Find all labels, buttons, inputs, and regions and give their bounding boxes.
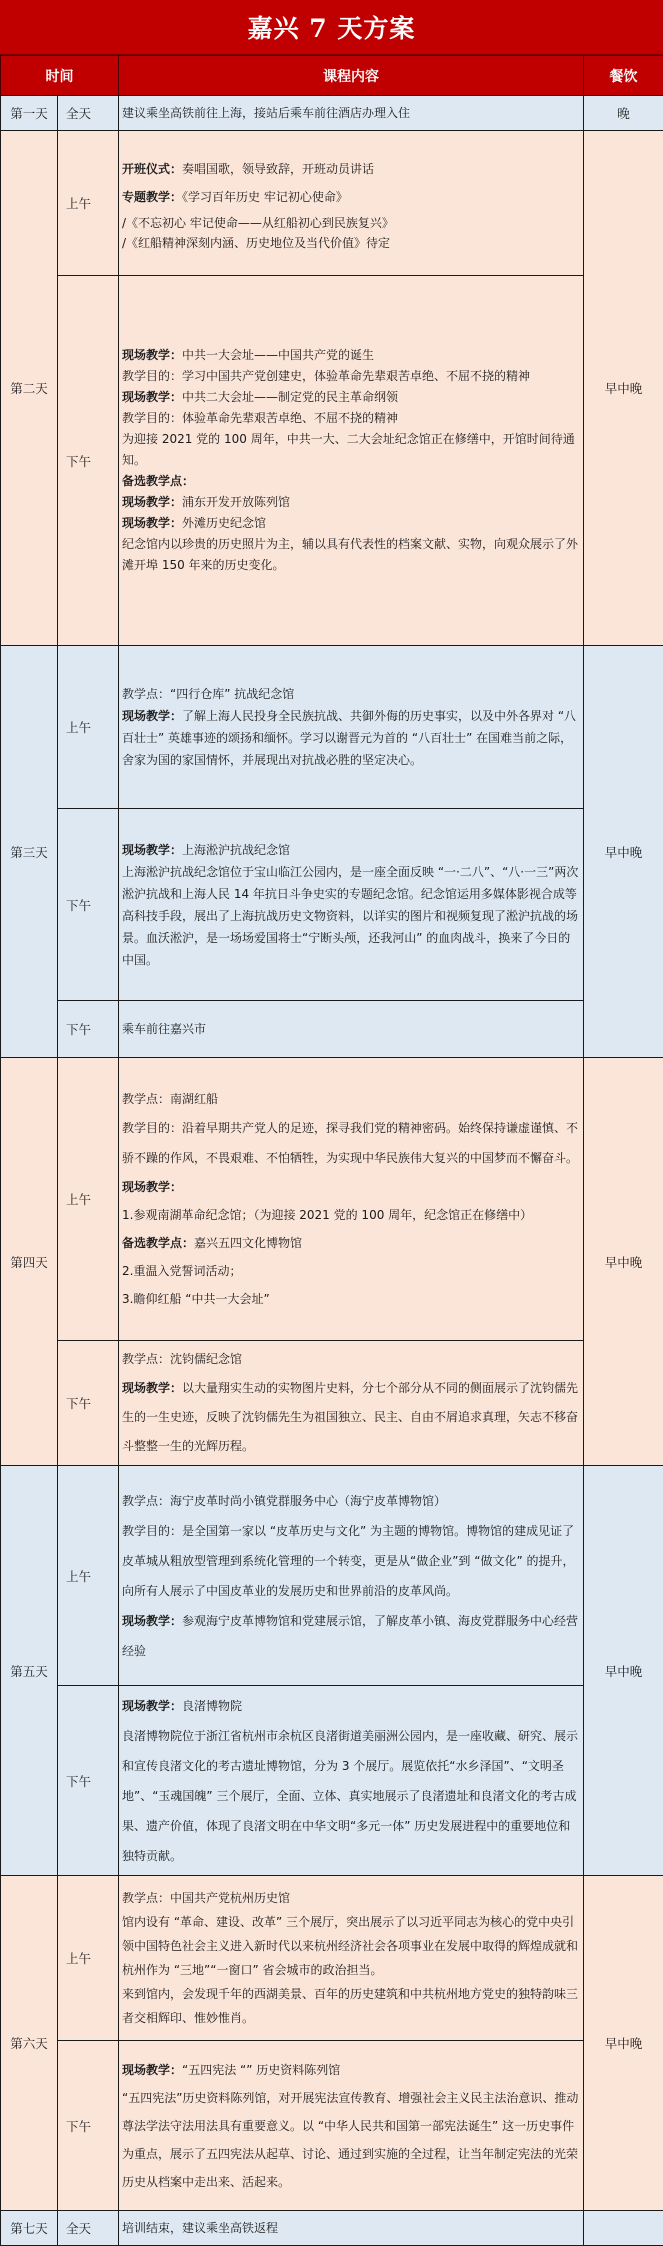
session-content: [119, 1466, 584, 1686]
content-text: 上海淞沪抗战纪念馆: [182, 843, 290, 857]
time-label: 下午: [58, 276, 119, 646]
itinerary-table: [0, 55, 663, 2246]
session-content: [119, 276, 584, 646]
content-label: 备选教学点：: [122, 1236, 194, 1250]
day-label: 第一天: [1, 96, 58, 131]
header-time: 时间: [1, 56, 119, 96]
content-line: [122, 387, 580, 408]
content-line: [122, 839, 580, 861]
content-label: 现场教学：: [122, 495, 182, 509]
meal-label: 早中晚: [584, 1876, 663, 2211]
content-line: [122, 157, 580, 181]
content-line: 为迎接 2021 党的 100 周年，中共一大、二大会址纪念馆正在修缮中，开馆时间待通知。: [122, 429, 580, 471]
content-text: 参观海宁皮革博物馆和党建展示馆，了解皮革小镇、海皮党群服务中心经营经验: [122, 1614, 578, 1658]
content-label: 现场教学：: [122, 1381, 182, 1395]
content-line: [122, 1606, 580, 1666]
content-line: 来到馆内，会发现千年的西湖美景、百年的历史建筑和中共杭州地方党史的独特韵味三者交相辉印、惟妙惟肖。: [122, 1982, 580, 2030]
content-label: 专题教学：: [122, 190, 182, 204]
time-label: 全天: [58, 2211, 119, 2246]
session-content: [119, 2041, 584, 2211]
content-line: [122, 1691, 580, 1721]
table-row-day3-pm2: [1, 1001, 663, 1058]
session-content: [119, 1876, 584, 2041]
content-line: /《红船精神深刻内涵、历史地位及当代价值》待定: [122, 233, 580, 253]
content-text: 中共一大会址——中国共产党的诞生: [182, 348, 374, 362]
content-line: [122, 345, 580, 366]
meal-label: 晚: [584, 96, 663, 131]
session-content: [119, 809, 584, 1001]
table-row-day6-pm: [1, 2041, 663, 2211]
content-line: 教学目的：沿着早期共产党人的足迹，探寻我们党的精神密码。始终保持谦虚谨慎、不骄不躁的作风，不畏艰难、不怕牺牲，为实现中华民族伟大复兴的中国梦而不懈奋斗。: [122, 1113, 580, 1173]
content-line: 1.参观南湖革命纪念馆；（为迎接 2021 党的 100 周年，纪念馆正在修缮中）: [122, 1201, 580, 1229]
content-line: [122, 705, 580, 771]
table-row-day2-pm: [1, 276, 663, 646]
table-row-day3-am: [1, 646, 663, 809]
content-label: 现场教学：: [122, 843, 182, 857]
content-label: 现场教学：: [122, 1699, 182, 1713]
content-text: 嘉兴五四文化博物馆: [194, 1236, 302, 1250]
session-content: [119, 1058, 584, 1341]
day-label: 第四天: [1, 1058, 58, 1466]
time-label: 上午: [58, 1876, 119, 2041]
time-label: 上午: [58, 646, 119, 809]
time-label: 下午: [58, 1341, 119, 1466]
content-line: 3.瞻仰红船 “中共一大会址”: [122, 1285, 580, 1313]
table-row-day5-am: [1, 1466, 663, 1686]
content-line: 馆内设有 “革命、建设、改革” 三个展厅，突出展示了以习近平同志为核心的党中央引领中国特色社会主义进入新时代以来杭州经济社会各项事业在发展中取得的辉煌成就和杭州作为 “三地”“一窗口” 省会城市的政治担当。: [122, 1910, 580, 1982]
content-text: 中共二大会址——制定党的民主革命纲领: [182, 390, 398, 404]
content-label: 现场教学：: [122, 1614, 182, 1628]
content-line: 纪念馆内以珍贵的历史照片为主，辅以具有代表性的档案文献、实物，向观众展示了外滩开埠 150 年来的历史变化。: [122, 534, 580, 576]
time-label: 下午: [58, 2041, 119, 2211]
content-text: 《学习百年历史 牢记初心使命》: [182, 190, 348, 204]
time-label: 全天: [58, 96, 119, 131]
session-content: [119, 96, 584, 131]
meal-label: 早中晚: [584, 1058, 663, 1466]
content-line: “五四宪法”历史资料陈列馆，对开展宪法宣传教育、增强社会主义民主法治意识、推动尊法学法守法用法具有重要意义。以 “中华人民共和国第一部宪法诞生” 这一历史事件为重点，展示了五四宪法从起草、讨论、通过到实施的全过程，让当年制定宪法的光荣历史从档案中走出来、活起来。: [122, 2084, 580, 2196]
day-label: 第三天: [1, 646, 58, 1058]
header-content: 课程内容: [119, 56, 584, 96]
content-label: 现场教学：: [122, 1173, 580, 1201]
content-line: 教学目的：学习中国共产党创建史，体验革命先辈艰苦卓绝、不屈不挠的精神: [122, 366, 580, 387]
meal-label: 早中晚: [584, 131, 663, 646]
content-text: 浦东开发开放陈列馆: [182, 495, 290, 509]
content-label: 现场教学：: [122, 348, 182, 362]
time-label: 上午: [58, 1466, 119, 1686]
day-label: 第二天: [1, 131, 58, 646]
meal-label: [584, 2211, 663, 2246]
content-label: 开班仪式：: [122, 162, 182, 176]
content-line: 乘车前往嘉兴市: [122, 1019, 580, 1039]
day-label: 第七天: [1, 2211, 58, 2246]
table-row-day4-am: [1, 1058, 663, 1341]
table-row-day5-pm: [1, 1686, 663, 1876]
content-text: 奏唱国歌，领导致辞，开班动员讲话: [182, 162, 374, 176]
table-row-day1: [1, 96, 663, 131]
day-label: 第五天: [1, 1466, 58, 1876]
table-row-day3-pm: [1, 809, 663, 1001]
time-label: 上午: [58, 1058, 119, 1341]
content-label: 现场教学：: [122, 2063, 182, 2077]
content-line: 教学点：“四行仓库” 抗战纪念馆: [122, 683, 580, 705]
content-line: [122, 1229, 580, 1257]
content-line: [122, 513, 580, 534]
time-label: 下午: [58, 1001, 119, 1058]
content-line: 教学点：沈钧儒纪念馆: [122, 1345, 580, 1374]
content-line: 建议乘坐高铁前往上海，接站后乘车前往酒店办理入住: [122, 103, 580, 123]
content-line: 良渚博物院位于浙江省杭州市余杭区良渚街道美丽洲公园内，是一座收藏、研究、展示和宣传良渚文化的考古遗址博物馆，分为 3 个展厅。展览依托“水乡泽国”、“文明圣地”、“玉魂国魄” 三个展厅，全面、立体、真实地展示了良渚遗址和良渚文化的考古成果、遗产价值，体现了良渚文明在中华文明“多元一体” 历史发展进程中的重要地位和独特贡献。: [122, 1721, 580, 1871]
session-content: [119, 1341, 584, 1466]
content-line: 教学目的：体验革命先辈艰苦卓绝、不屈不挠的精神: [122, 408, 580, 429]
day-label: 第六天: [1, 1876, 58, 2211]
content-line: 上海淞沪抗战纪念馆位于宝山临江公园内，是一座全面反映 “一·二八”、“八·一三”两次淞沪抗战和上海人民 14 年抗日斗争史实的专题纪念馆。纪念馆运用多媒体影视合成等高科技手段，展出了上海抗战历史文物资料，以详实的图片和视频复现了淞沪抗战的场景。血沃淞沪，是一场场爱国将士“宁断头颅，还我河山” 的血肉战斗，换来了今日的中国。: [122, 861, 580, 971]
content-text: 外滩历史纪念馆: [182, 516, 266, 530]
table-row-day4-pm: [1, 1341, 663, 1466]
session-content: [119, 2211, 584, 2246]
content-label: 现场教学：: [122, 516, 182, 530]
content-label: 现场教学：: [122, 709, 182, 723]
meal-label: 早中晚: [584, 1466, 663, 1876]
content-line: 教学目的：是全国第一家以 “皮革历史与文化” 为主题的博物馆。博物馆的建成见证了皮革城从粗放型管理到系统化管理的一个转变，更是从“做企业”到 “做文化” 的提升，向所有人展示了中国皮革业的发展历史和世界前沿的皮革风尚。: [122, 1516, 580, 1606]
content-line: /《不忘初心 牢记使命——从红船初心到民族复兴》: [122, 213, 580, 233]
content-line: [122, 1374, 580, 1461]
table-row-day7: [1, 2211, 663, 2246]
time-label: 下午: [58, 1686, 119, 1876]
content-line: 教学点：南湖红船: [122, 1085, 580, 1113]
content-line: 2.重温入党誓词活动；: [122, 1257, 580, 1285]
content-text: 良渚博物院: [182, 1699, 242, 1713]
content-line: 教学点：海宁皮革时尚小镇党群服务中心（海宁皮革博物馆）: [122, 1486, 580, 1516]
content-text: 了解上海人民投身全民族抗战、共御外侮的历史事实，以及中外各界对 “八百壮士” 英雄事迹的颂扬和缅怀。学习以谢晋元为首的 “八百壮士” 在国难当前之际，舍家为国的家国情怀，并展现出对抗战必胜的坚定决心。: [122, 709, 576, 767]
content-label: 现场教学：: [122, 390, 182, 404]
time-label: 下午: [58, 809, 119, 1001]
table-row-day2-am: [1, 131, 663, 276]
table-header-row: [1, 56, 663, 96]
content-label: 备选教学点：: [122, 471, 580, 492]
time-label: 上午: [58, 131, 119, 276]
header-meal: 餐饮: [584, 56, 663, 96]
content-line: 教学点：中国共产党杭州历史馆: [122, 1886, 580, 1910]
content-text: “五四宪法 “” 历史资料陈列馆: [182, 2063, 340, 2077]
content-line: [122, 2056, 580, 2084]
meal-label: 早中晚: [584, 646, 663, 1058]
content-line: [122, 185, 580, 209]
session-content: [119, 1001, 584, 1058]
page-title: 嘉兴 7 天方案: [0, 0, 663, 55]
content-line: 培训结束，建议乘坐高铁返程: [122, 2218, 580, 2238]
session-content: [119, 646, 584, 809]
content-line: [122, 492, 580, 513]
table-row-day6-am: [1, 1876, 663, 2041]
content-text: 以大量翔实生动的实物图片史料，分七个部分从不同的侧面展示了沈钧儒先生的一生史迹，反映了沈钧儒先生为祖国独立、民主、自由不屑追求真理，矢志不移奋斗整整一生的光辉历程。: [122, 1381, 578, 1453]
session-content: [119, 131, 584, 276]
session-content: [119, 1686, 584, 1876]
